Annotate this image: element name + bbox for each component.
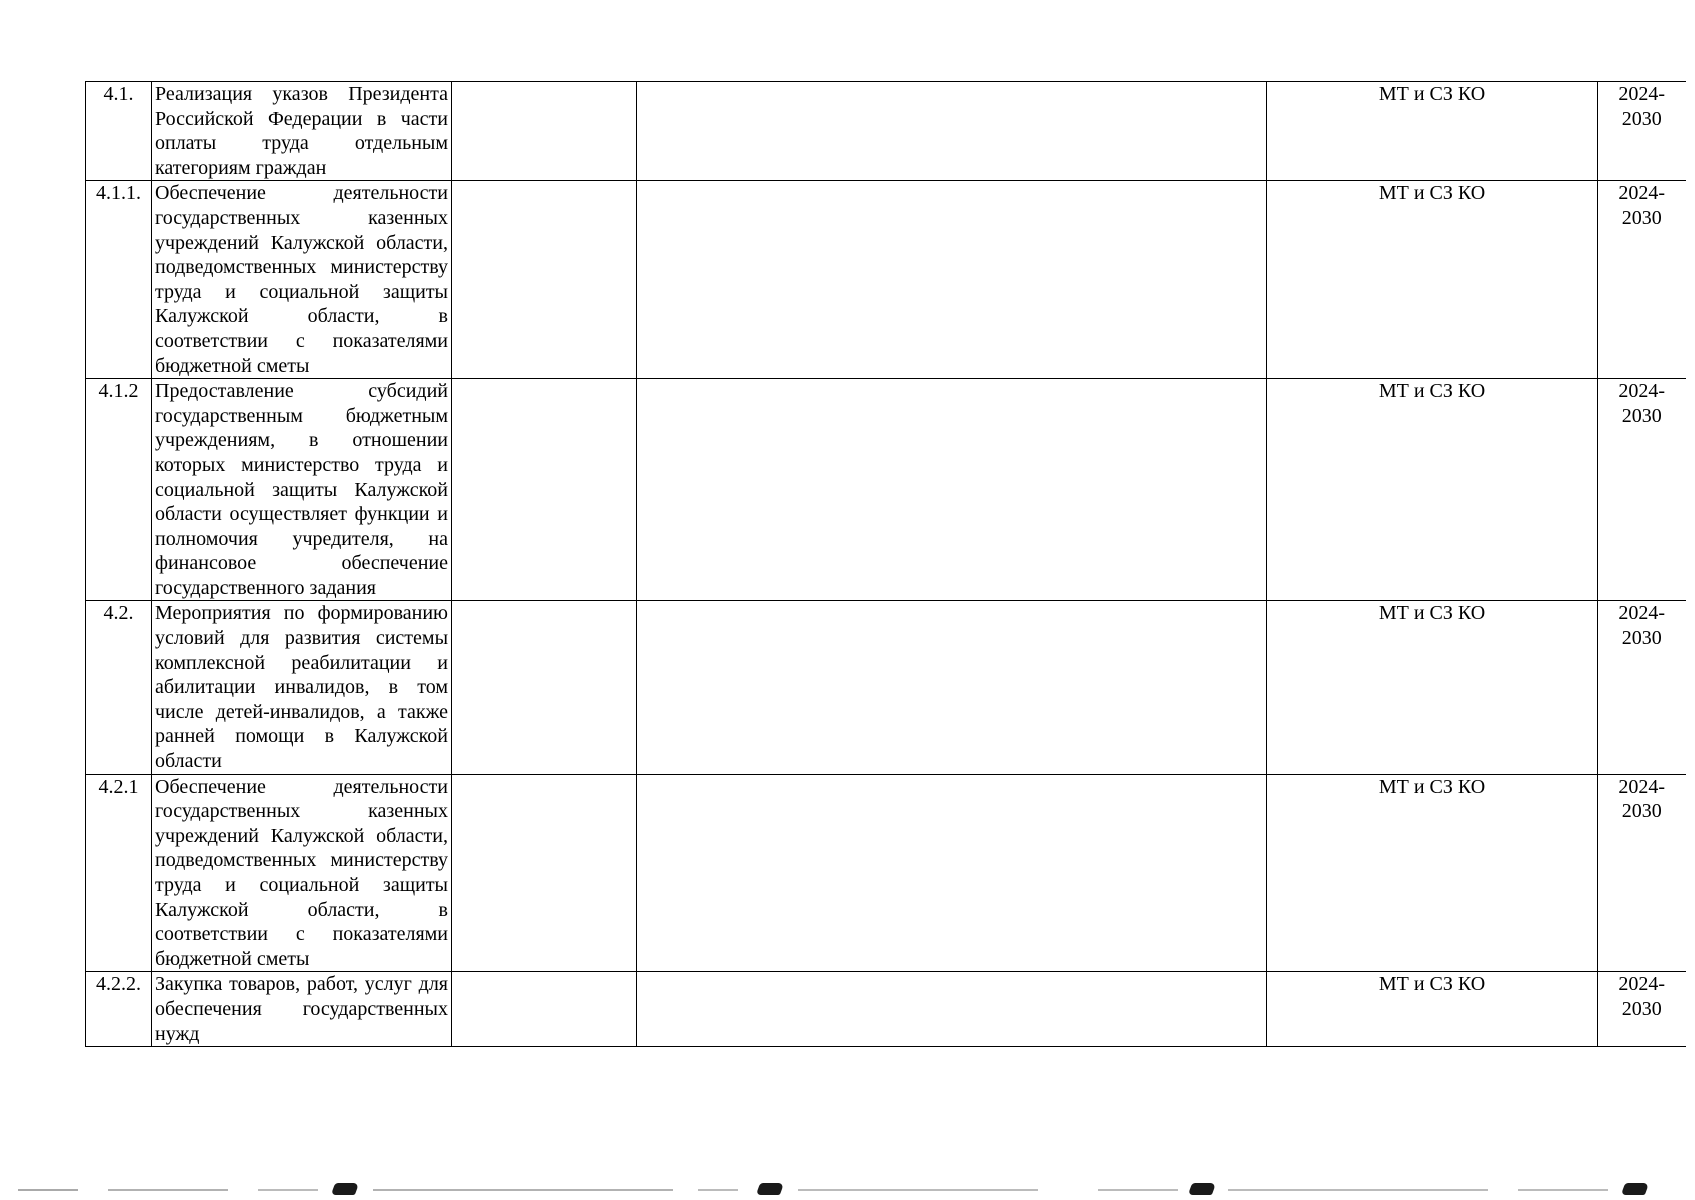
scan-blot-icon xyxy=(1621,1183,1649,1195)
period-start: 2024- xyxy=(1618,775,1666,798)
scan-dash xyxy=(1098,1189,1178,1191)
row-responsible: МТ и СЗ КО xyxy=(1267,972,1598,1047)
empty-cell xyxy=(637,379,1267,601)
row-description: Обеспечение деятельности государственных казенных учреждений Калужской области, подведомственных министерству труда и социальной защиты Калужской области, в соответствии с показателями бюджетной сметы xyxy=(152,181,452,379)
scan-dash xyxy=(1228,1189,1488,1191)
period-end: 2030 xyxy=(1621,107,1662,130)
row-description: Закупка товаров, работ, услуг для обеспечения государственных нужд xyxy=(152,972,452,1047)
scan-dash xyxy=(258,1189,318,1191)
measures-table-body xyxy=(86,82,1686,1047)
table-row xyxy=(86,774,1686,972)
measures-table xyxy=(85,81,1686,1047)
period-end: 2030 xyxy=(1621,997,1662,1020)
row-period xyxy=(1598,972,1686,1047)
scan-dash xyxy=(698,1189,738,1191)
row-period xyxy=(1598,601,1686,774)
row-responsible: МТ и СЗ КО xyxy=(1267,379,1598,601)
period-end: 2030 xyxy=(1621,206,1662,229)
scan-dash xyxy=(18,1189,78,1191)
row-period xyxy=(1598,379,1686,601)
empty-cell xyxy=(452,972,637,1047)
period-end: 2030 xyxy=(1621,800,1662,823)
period-end: 2030 xyxy=(1621,404,1662,427)
table-row xyxy=(86,601,1686,774)
empty-cell xyxy=(637,181,1267,379)
row-number: 4.1.1. xyxy=(86,181,152,379)
empty-cell xyxy=(637,774,1267,972)
row-responsible: МТ и СЗ КО xyxy=(1267,601,1598,774)
scan-blot-icon xyxy=(756,1183,784,1195)
scan-dash xyxy=(1518,1189,1608,1191)
scan-dash xyxy=(798,1189,1038,1191)
empty-cell xyxy=(637,972,1267,1047)
row-responsible: МТ и СЗ КО xyxy=(1267,82,1598,181)
row-period xyxy=(1598,181,1686,379)
period-start: 2024- xyxy=(1618,380,1666,403)
row-responsible: МТ и СЗ КО xyxy=(1267,774,1598,972)
empty-cell xyxy=(452,379,637,601)
period-start: 2024- xyxy=(1618,182,1666,205)
empty-cell xyxy=(452,601,637,774)
row-number: 4.2.1 xyxy=(86,774,152,972)
empty-cell xyxy=(637,82,1267,181)
scan-blot-icon xyxy=(331,1183,359,1195)
empty-cell xyxy=(637,601,1267,774)
scan-artifacts xyxy=(18,1183,1678,1197)
row-description: Обеспечение деятельности государственных казенных учреждений Калужской области, подведомственных министерству труда и социальной защиты Калужской области, в соответствии с показателями бюджетной сметы xyxy=(152,774,452,972)
table-row xyxy=(86,181,1686,379)
scan-dash xyxy=(108,1189,228,1191)
row-number: 4.2.2. xyxy=(86,972,152,1047)
empty-cell xyxy=(452,181,637,379)
row-description: Реализация указов Президента Российской Федерации в части оплаты труда отдельным категориям граждан xyxy=(152,82,452,181)
row-number: 4.1.2 xyxy=(86,379,152,601)
row-number: 4.1. xyxy=(86,82,152,181)
empty-cell xyxy=(452,774,637,972)
row-responsible: МТ и СЗ КО xyxy=(1267,181,1598,379)
period-start: 2024- xyxy=(1618,973,1666,996)
row-number: 4.2. xyxy=(86,601,152,774)
period-start: 2024- xyxy=(1618,83,1666,105)
scan-blot-icon xyxy=(1188,1183,1216,1195)
empty-cell xyxy=(452,82,637,181)
row-period xyxy=(1598,774,1686,972)
table-row xyxy=(86,379,1686,601)
row-description: Предоставление субсидий государственным бюджетным учреждениям, в отношении которых министерство труда и социальной защиты Калужской области осуществляет функции и полномочия учредителя, на финансовое обеспечение государственного задания xyxy=(152,379,452,601)
period-start: 2024- xyxy=(1618,602,1666,625)
period-end: 2030 xyxy=(1621,627,1662,650)
table-row xyxy=(86,82,1686,181)
row-period xyxy=(1598,82,1686,181)
row-description: Мероприятия по формированию условий для развития системы комплексной реабилитации и абилитации инвалидов, в том числе детей-инвалидов, а также ранней помощи в Калужской области xyxy=(152,601,452,774)
table-row xyxy=(86,972,1686,1047)
scan-dash xyxy=(373,1189,673,1191)
